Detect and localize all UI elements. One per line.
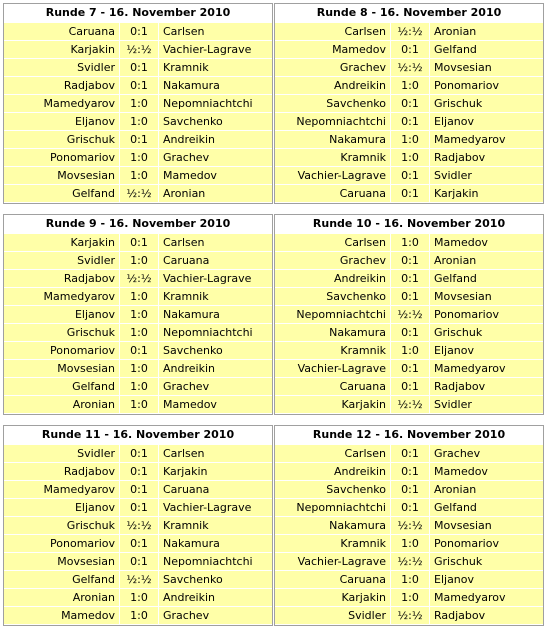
game-row [275,360,543,377]
game-result: 0:1 [391,113,430,130]
game-row [275,185,543,202]
game-result: ½:½ [120,41,159,58]
black-player: Eljanov [430,342,543,359]
game-result: 0:1 [391,41,430,58]
game-result: 0:1 [120,553,159,570]
white-player: Svidler [4,59,120,76]
game-row [4,23,272,40]
black-player: Caruana [159,481,272,498]
white-player: Mamedov [275,41,391,58]
game-result: 1:0 [391,149,430,166]
black-player: Ponomariov [430,306,543,323]
game-row [275,324,543,341]
game-result: 0:1 [120,499,159,516]
game-row [4,95,272,112]
black-player: Aronian [430,23,543,40]
black-player: Gelfand [430,270,543,287]
game-row [4,607,272,624]
white-player: Mamedov [4,607,120,624]
game-row [4,463,272,480]
game-result: ½:½ [391,553,430,570]
game-row [275,149,543,166]
black-player: Grachev [430,445,543,462]
game-row [275,517,543,534]
game-row [4,131,272,148]
black-player: Ponomariov [430,77,543,94]
games-table [275,444,543,625]
game-row [4,324,272,341]
white-player: Karjakin [275,589,391,606]
white-player: Carlsen [275,445,391,462]
game-result: 0:1 [391,252,430,269]
round-title: Runde 7 - 16. November 2010 [4,4,272,23]
black-player: Svidler [430,167,543,184]
black-player: Aronian [430,481,543,498]
game-result: 1:0 [391,342,430,359]
game-row [4,589,272,606]
round-box [274,425,544,626]
white-player: Grischuk [4,131,120,148]
game-row [275,396,543,413]
game-result: 1:0 [391,589,430,606]
round-title: Runde 12 - 16. November 2010 [275,426,543,445]
game-result: 0:1 [120,23,159,40]
game-row [4,553,272,570]
black-player: Nakamura [159,306,272,323]
game-row [275,234,543,251]
black-player: Andreikin [159,589,272,606]
game-row [275,553,543,570]
game-row [4,270,272,287]
black-player: Mamedov [159,396,272,413]
white-player: Karjakin [4,41,120,58]
white-player: Savchenko [275,481,391,498]
game-row [4,41,272,58]
game-result: 1:0 [391,535,430,552]
white-player: Radjabov [4,77,120,94]
white-player: Aronian [4,396,120,413]
game-row [4,342,272,359]
game-result: ½:½ [120,270,159,287]
game-row [275,607,543,624]
black-player: Mamedov [159,167,272,184]
game-result: ½:½ [391,396,430,413]
white-player: Grachev [275,59,391,76]
white-player: Movsesian [4,360,120,377]
game-result: 1:0 [120,167,159,184]
black-player: Kramnik [159,288,272,305]
game-row [275,41,543,58]
white-player: Eljanov [4,113,120,130]
game-row [275,342,543,359]
black-player: Svidler [430,396,543,413]
game-row [4,149,272,166]
game-row [275,535,543,552]
game-result: 0:1 [391,499,430,516]
white-player: Grischuk [4,324,120,341]
game-result: 1:0 [120,113,159,130]
game-result: ½:½ [391,607,430,624]
black-player: Movsesian [430,517,543,534]
game-result: 0:1 [391,185,430,202]
white-player: Nakamura [275,324,391,341]
white-player: Eljanov [4,499,120,516]
black-player: Ponomariov [430,535,543,552]
game-result: 0:1 [391,167,430,184]
black-player: Mamedov [430,463,543,480]
game-result: ½:½ [120,571,159,588]
white-player: Nepomniachtchi [275,113,391,130]
white-player: Andreikin [275,77,391,94]
white-player: Carlsen [275,234,391,251]
white-player: Vachier-Lagrave [275,360,391,377]
game-row [275,445,543,462]
black-player: Nepomniachtchi [159,95,272,112]
white-player: Savchenko [275,95,391,112]
game-row [4,252,272,269]
black-player: Aronian [159,185,272,202]
black-player: Nepomniachtchi [159,553,272,570]
game-result: ½:½ [120,185,159,202]
game-result: 0:1 [391,481,430,498]
game-result: 0:1 [391,288,430,305]
game-result: 1:0 [120,360,159,377]
games-table [4,233,272,414]
black-player: Andreikin [159,360,272,377]
white-player: Grischuk [4,517,120,534]
black-player: Movsesian [430,288,543,305]
game-row [275,589,543,606]
game-row [4,234,272,251]
black-player: Grischuk [430,324,543,341]
game-row [275,59,543,76]
white-player: Radjabov [4,270,120,287]
game-row [4,517,272,534]
white-player: Kramnik [275,535,391,552]
game-result: 0:1 [120,234,159,251]
game-row [4,59,272,76]
white-player: Grachev [275,252,391,269]
black-player: Nepomniachtchi [159,324,272,341]
white-player: Vachier-Lagrave [275,553,391,570]
game-result: 0:1 [391,463,430,480]
white-player: Eljanov [4,306,120,323]
game-result: 0:1 [120,77,159,94]
game-result: 1:0 [391,571,430,588]
game-row [275,571,543,588]
black-player: Savchenko [159,571,272,588]
game-result: 1:0 [120,378,159,395]
game-result: 0:1 [120,535,159,552]
white-player: Karjakin [4,234,120,251]
black-player: Eljanov [430,571,543,588]
game-row [4,378,272,395]
white-player: Nakamura [275,131,391,148]
game-row [275,95,543,112]
game-row [4,499,272,516]
white-player: Nakamura [275,517,391,534]
black-player: Mamedyarov [430,131,543,148]
round-title: Runde 10 - 16. November 2010 [275,215,543,234]
black-player: Carlsen [159,23,272,40]
game-result: 1:0 [120,288,159,305]
black-player: Carlsen [159,234,272,251]
game-result: 1:0 [120,306,159,323]
black-player: Vachier-Lagrave [159,41,272,58]
game-result: 1:0 [120,252,159,269]
round-title: Runde 9 - 16. November 2010 [4,215,272,234]
game-result: 0:1 [391,360,430,377]
black-player: Gelfand [430,499,543,516]
black-player: Carlsen [159,445,272,462]
game-row [275,270,543,287]
round-box [3,425,273,626]
white-player: Mamedyarov [4,288,120,305]
game-row [4,360,272,377]
game-result: ½:½ [391,59,430,76]
game-result: 0:1 [391,270,430,287]
game-result: ½:½ [391,306,430,323]
games-table [275,233,543,414]
game-row [275,499,543,516]
black-player: Radjabov [430,607,543,624]
black-player: Karjakin [430,185,543,202]
black-player: Grischuk [430,95,543,112]
black-player: Vachier-Lagrave [159,270,272,287]
game-row [4,77,272,94]
game-result: 1:0 [391,234,430,251]
game-result: 0:1 [120,481,159,498]
white-player: Radjabov [4,463,120,480]
white-player: Mamedyarov [4,95,120,112]
black-player: Savchenko [159,342,272,359]
game-result: 1:0 [120,149,159,166]
white-player: Andreikin [275,270,391,287]
white-player: Aronian [4,589,120,606]
white-player: Ponomariov [4,149,120,166]
game-result: 0:1 [391,324,430,341]
black-player: Karjakin [159,463,272,480]
black-player: Mamedyarov [430,360,543,377]
game-row [275,463,543,480]
white-player: Kramnik [275,342,391,359]
game-row [275,378,543,395]
white-player: Nepomniachtchi [275,499,391,516]
black-player: Savchenko [159,113,272,130]
white-player: Gelfand [4,378,120,395]
black-player: Nakamura [159,77,272,94]
white-player: Gelfand [4,571,120,588]
game-row [4,113,272,130]
game-row [4,445,272,462]
game-row [275,113,543,130]
black-player: Movsesian [430,59,543,76]
white-player: Gelfand [4,185,120,202]
white-player: Caruana [275,571,391,588]
game-result: 0:1 [391,378,430,395]
round-title: Runde 8 - 16. November 2010 [275,4,543,23]
black-player: Grachev [159,607,272,624]
game-result: 1:0 [120,396,159,413]
game-result: ½:½ [120,517,159,534]
black-player: Kramnik [159,517,272,534]
white-player: Nepomniachtchi [275,306,391,323]
game-result: 0:1 [120,131,159,148]
game-row [275,481,543,498]
black-player: Aronian [430,252,543,269]
white-player: Svidler [4,252,120,269]
black-player: Andreikin [159,131,272,148]
white-player: Karjakin [275,396,391,413]
black-player: Grachev [159,149,272,166]
game-row [275,131,543,148]
game-row [275,77,543,94]
games-table [4,22,272,203]
black-player: Kramnik [159,59,272,76]
round-box [274,214,544,415]
game-row [4,571,272,588]
white-player: Svidler [4,445,120,462]
round-box [274,3,544,204]
black-player: Gelfand [430,41,543,58]
white-player: Movsesian [4,553,120,570]
round-title: Runde 11 - 16. November 2010 [4,426,272,445]
game-row [275,288,543,305]
game-result: 1:0 [120,589,159,606]
game-row [275,23,543,40]
game-row [4,185,272,202]
game-row [4,167,272,184]
black-player: Caruana [159,252,272,269]
game-result: 1:0 [120,95,159,112]
game-result: 1:0 [391,131,430,148]
game-row [4,396,272,413]
black-player: Grachev [159,378,272,395]
game-result: 0:1 [391,95,430,112]
white-player: Caruana [275,378,391,395]
black-player: Vachier-Lagrave [159,499,272,516]
game-row [4,535,272,552]
game-result: ½:½ [391,517,430,534]
black-player: Eljanov [430,113,543,130]
black-player: Radjabov [430,378,543,395]
white-player: Carlsen [275,23,391,40]
game-row [4,306,272,323]
game-row [4,288,272,305]
game-result: 0:1 [120,463,159,480]
game-result: 0:1 [120,445,159,462]
game-result: 1:0 [120,324,159,341]
white-player: Caruana [4,23,120,40]
game-result: 1:0 [391,77,430,94]
black-player: Radjabov [430,149,543,166]
white-player: Svidler [275,607,391,624]
white-player: Kramnik [275,149,391,166]
white-player: Vachier-Lagrave [275,167,391,184]
game-result: ½:½ [391,23,430,40]
games-table [4,444,272,625]
black-player: Grischuk [430,553,543,570]
round-box [3,214,273,415]
white-player: Caruana [275,185,391,202]
black-player: Mamedov [430,234,543,251]
white-player: Andreikin [275,463,391,480]
game-result: 1:0 [120,607,159,624]
game-result: 0:1 [120,59,159,76]
round-box [3,3,273,204]
black-player: Mamedyarov [430,589,543,606]
game-row [275,252,543,269]
white-player: Ponomariov [4,535,120,552]
game-result: 0:1 [120,342,159,359]
white-player: Ponomariov [4,342,120,359]
white-player: Savchenko [275,288,391,305]
game-result: 0:1 [391,445,430,462]
white-player: Mamedyarov [4,481,120,498]
game-row [275,167,543,184]
game-row [275,306,543,323]
game-row [4,481,272,498]
white-player: Movsesian [4,167,120,184]
games-table [275,22,543,203]
black-player: Nakamura [159,535,272,552]
